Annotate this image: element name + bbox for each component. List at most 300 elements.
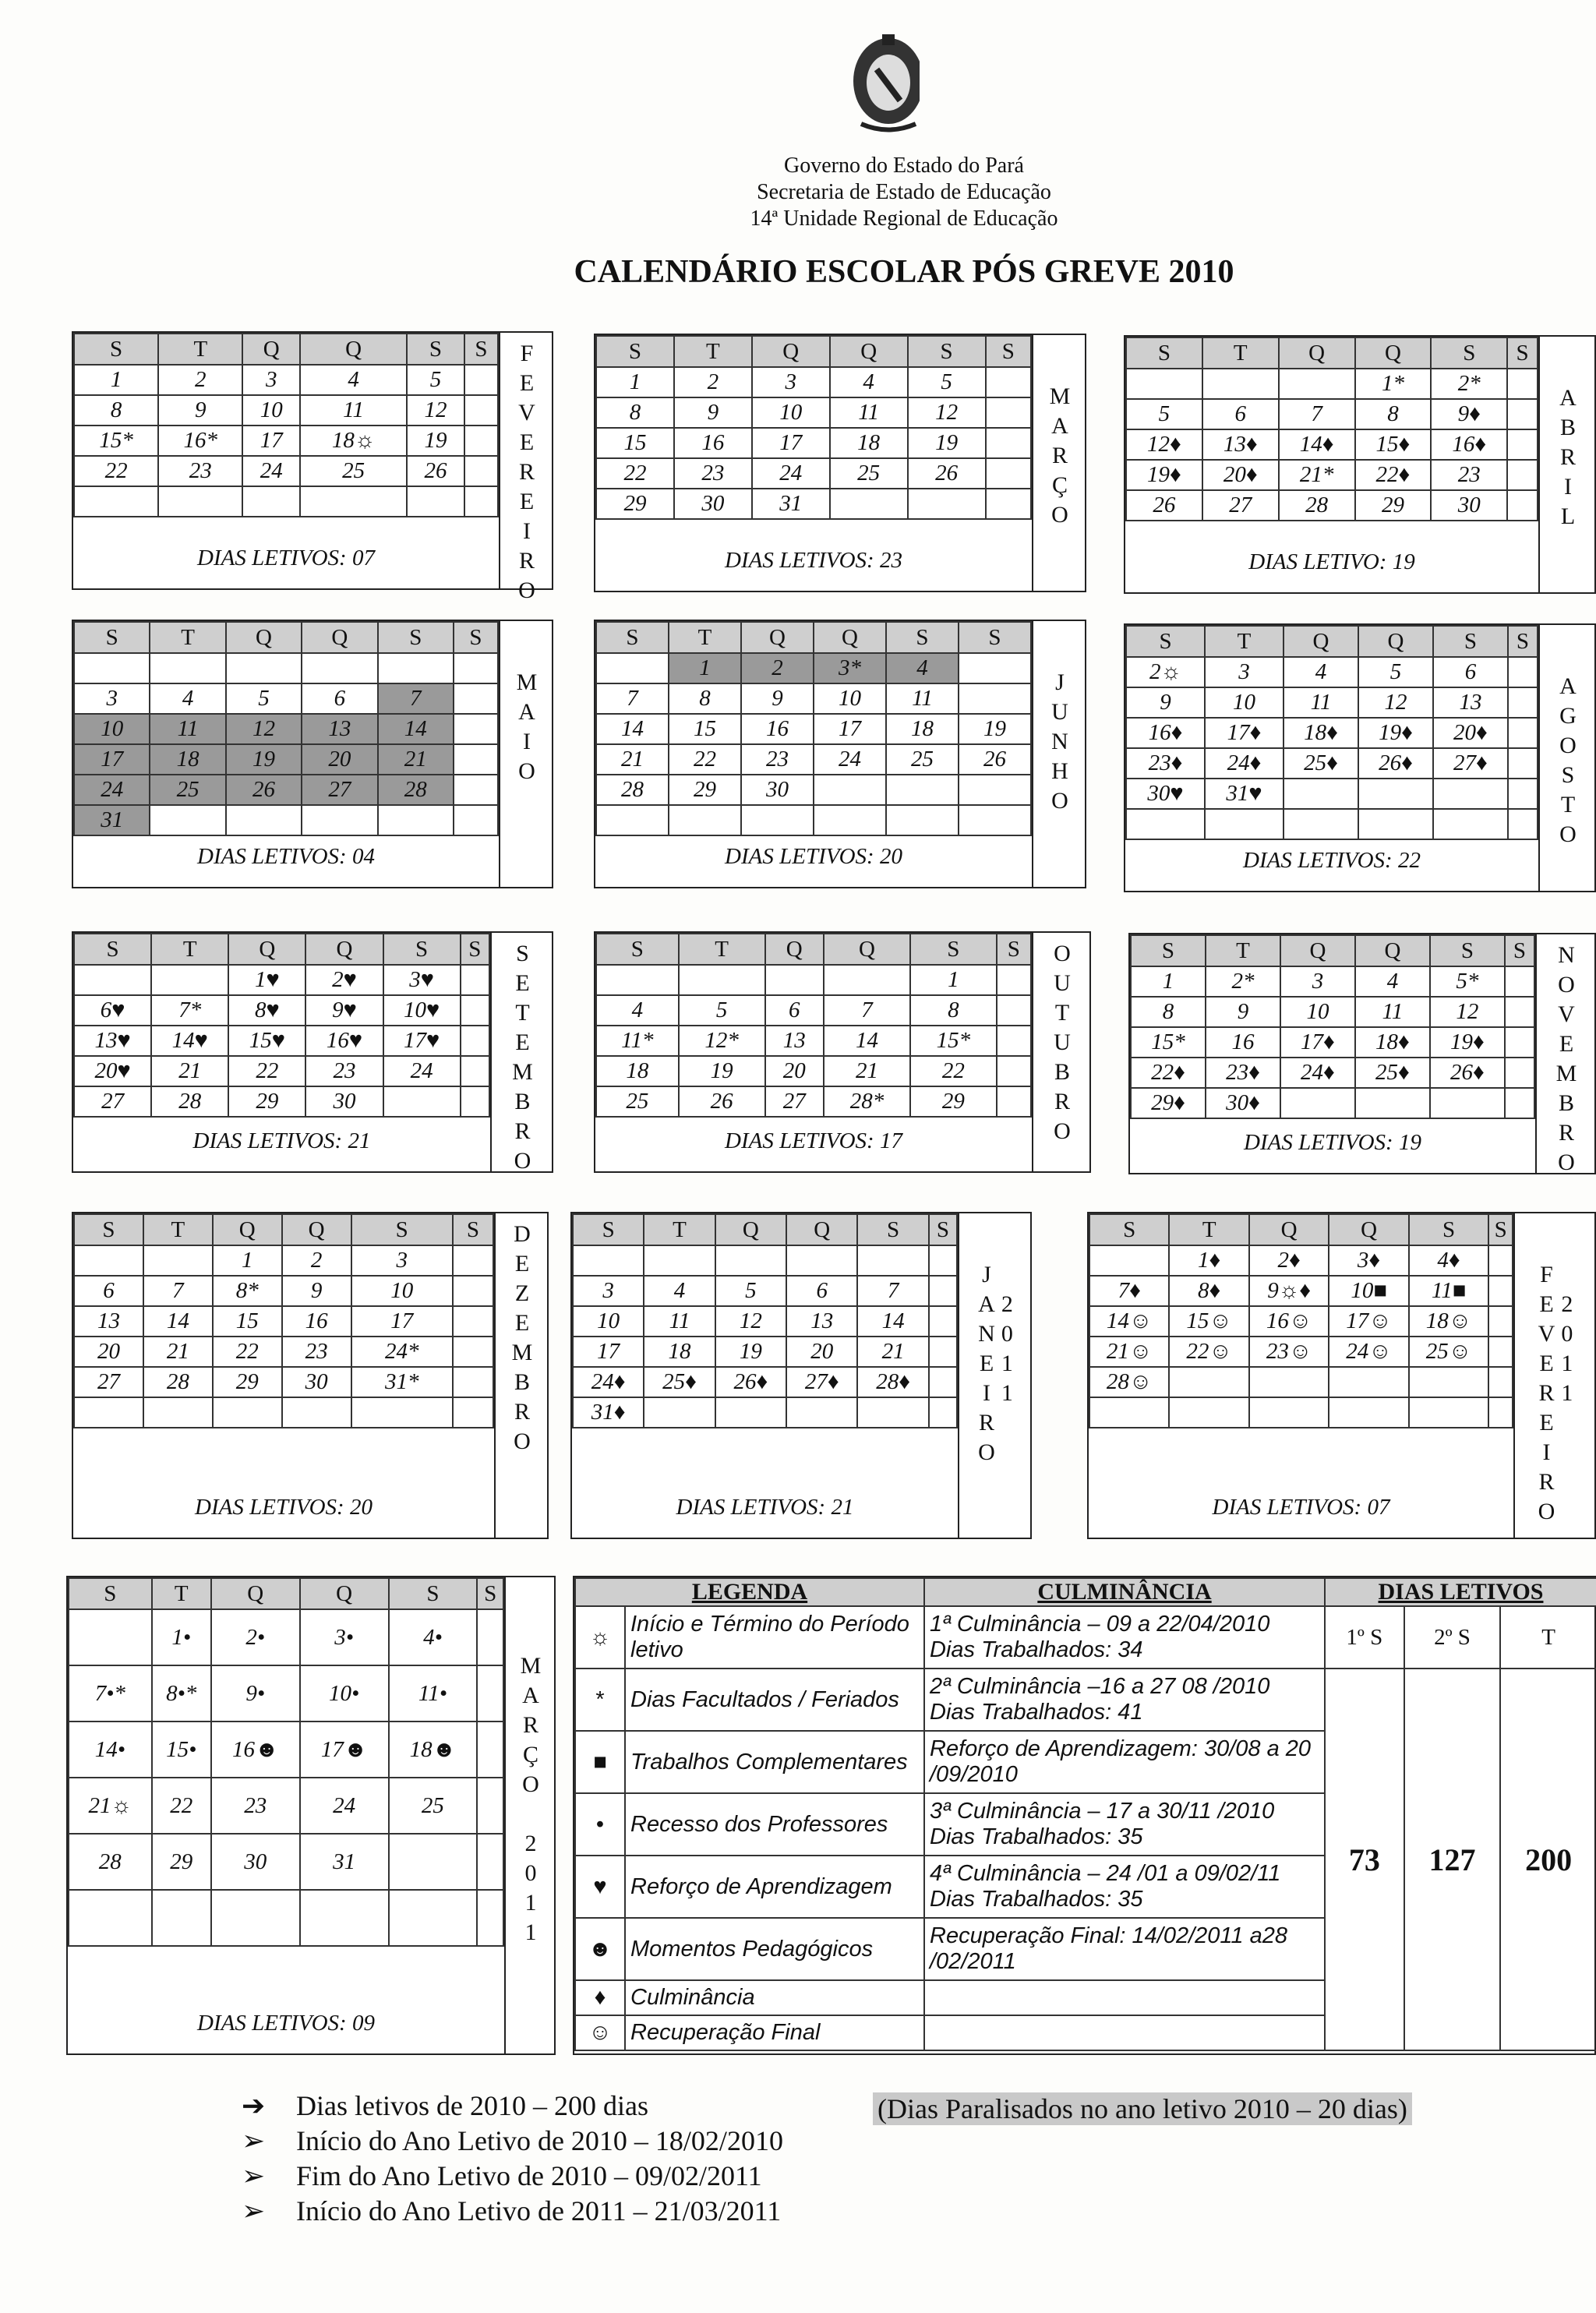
day-cell [1508,809,1538,839]
day-cell: 19 [226,744,302,775]
day-cell: 17♥ [383,1026,461,1056]
day-cell: 8 [669,683,741,714]
day-cell: 2♥ [305,965,383,995]
day-cell: 21 [378,744,454,775]
day-cell: 13 [302,714,377,744]
day-cell [1507,460,1538,490]
day-cell [74,486,158,517]
day-cell: 13♦ [1202,429,1279,460]
legend-text: Reforço de Aprendizagem [625,1856,924,1918]
day-cell: 17☻ [300,1722,389,1778]
day-cell: 18☻ [389,1722,478,1778]
weekday-header: T [1169,1214,1248,1245]
month-calendar [72,620,553,888]
day-cell: 16* [158,426,242,456]
day-cell [143,1397,213,1428]
month-calendar [72,331,553,603]
dias-letivos-label: DIAS LETIVOS: 21 [676,1495,854,1520]
day-cell [1505,966,1534,997]
day-cell [1249,1367,1329,1397]
day-cell: 31 [752,489,830,519]
day-cell: 26 [679,1086,765,1117]
day-cell [1249,1397,1329,1428]
day-cell: 28 [151,1086,228,1117]
weekday-header: S [1089,1214,1169,1245]
culminancia-text [924,1980,1325,2015]
day-cell: 9• [211,1665,300,1722]
month-table [1130,934,1535,1119]
day-cell [351,1397,453,1428]
day-cell [389,1890,478,1946]
bullet-arrow-icon: ➔ [242,2090,266,2121]
culminancia-header: CULMINÂNCIA [924,1578,1325,1606]
weekday-header: Q [305,934,383,965]
day-cell [226,805,302,835]
day-cell [886,805,959,835]
day-cell: 16 [1206,1027,1280,1058]
legend-symbol: ☼ [575,1606,625,1669]
day-cell: 28☺ [1089,1367,1169,1397]
day-cell: 26 [908,458,986,489]
day-cell [1089,1397,1169,1428]
day-cell: 14 [143,1306,213,1337]
dias-letivos-label: DIAS LETIVOS: 20 [195,1495,373,1520]
dias-letivos-label: DIAS LETIVOS: 17 [725,1128,902,1153]
day-cell: 24 [814,744,886,775]
day-cell: 15♥ [228,1026,305,1056]
day-cell: 15 [596,428,674,458]
day-cell: 17☺ [1329,1306,1408,1337]
weekday-header: T [152,1578,211,1609]
day-cell [1433,809,1508,839]
legend-panel [573,1576,1596,2055]
weekday-header: Q [715,1214,786,1245]
day-cell: 5 [226,683,302,714]
weekday-header: S [573,1214,644,1245]
weekday-header: S [1126,626,1205,657]
day-cell [477,1722,503,1778]
weekday-header: S [461,934,489,965]
day-cell [1205,809,1284,839]
month-table [1125,625,1538,840]
day-cell: 5 [715,1276,786,1306]
day-cell: 23☺ [1249,1337,1329,1367]
weekday-header: S [596,336,674,367]
month-table [1125,337,1538,521]
day-cell: 18♦ [1284,718,1358,748]
day-cell: 11 [644,1306,715,1337]
weekday-header: S [351,1214,453,1245]
weekday-header: S [74,934,151,965]
day-cell: 27♦ [1433,748,1508,779]
month-calendar [1124,335,1596,594]
day-cell: 13 [786,1306,857,1337]
day-cell: 22 [669,744,741,775]
day-cell: 5 [679,995,765,1026]
weekday-header: Q [1355,935,1430,966]
day-cell [454,805,498,835]
day-cell: 14 [857,1306,928,1337]
month-name: D E Z E M B R O [511,1221,533,1454]
month-calendar [66,1576,556,2055]
weekday-header: Q [1284,626,1358,657]
day-cell: 19 [959,714,1031,744]
day-cell: 24 [242,456,300,486]
weekday-header: S [454,622,498,653]
day-cell: 24 [752,458,830,489]
semester-2-header: 2º S [1404,1606,1501,1669]
day-cell: 12♦ [1126,429,1202,460]
day-cell: 2 [741,653,814,683]
day-cell: 16 [741,714,814,744]
day-cell [1488,1245,1513,1276]
day-cell: 2 [158,365,242,395]
day-cell: 10 [351,1276,453,1306]
day-cell: 26 [1126,490,1202,521]
day-cell [453,1367,493,1397]
month-calendar [594,931,1091,1173]
day-cell: 14 [824,1026,910,1056]
day-cell [1280,1088,1355,1118]
day-cell [959,775,1031,805]
month-calendar [570,1212,1032,1539]
day-cell: 27 [302,775,377,805]
day-cell: 25♦ [1284,748,1358,779]
header-line-2: Secretaria de Estado de Educação [757,180,1051,204]
day-cell: 29♦ [1131,1088,1206,1118]
semester-2-value: 127 [1404,1669,1501,2050]
header-line-3: 14ª Unidade Regional de Educação [750,207,1058,231]
legend-symbol: ☻ [575,1918,625,1980]
day-cell: 4• [389,1609,478,1665]
day-cell: 26♦ [1358,748,1433,779]
culminancia-text: 3ª Culminância – 17 a 30/11 /2010 Dias Trabalhados: 35 [924,1793,1325,1856]
day-cell [929,1367,957,1397]
day-cell: 17 [573,1337,644,1367]
day-cell: 10♥ [383,995,461,1026]
day-cell [1126,369,1202,399]
day-cell: 10 [752,397,830,428]
day-cell [74,1245,143,1276]
bullet-arrow-icon: ➢ [242,2125,266,2156]
day-cell: 20♦ [1202,460,1279,490]
weekday-header: Q [741,622,814,653]
day-cell: 28 [378,775,454,805]
month-name: M A R Ç O [1049,383,1071,528]
day-cell [997,1026,1031,1056]
day-cell: 21 [857,1337,928,1367]
day-cell [300,1890,389,1946]
day-cell [644,1245,715,1276]
day-cell: 5 [407,365,464,395]
day-cell [461,965,489,995]
day-cell: 8* [213,1276,282,1306]
day-cell: 20♦ [1433,718,1508,748]
day-cell [596,653,669,683]
day-cell: 26 [226,775,302,805]
day-cell: 19 [908,428,986,458]
culminancia-text: Reforço de Aprendizagem: 30/08 a 20 /09/2010 [924,1731,1325,1793]
day-cell [959,683,1031,714]
day-cell [986,489,1031,519]
day-cell: 3 [1205,657,1284,687]
day-cell: 18 [596,1056,679,1086]
day-cell: 28 [69,1834,152,1890]
day-cell: 10 [814,683,886,714]
weekday-header: Q [213,1214,282,1245]
day-cell: 18☺ [1409,1306,1488,1337]
day-cell [213,1397,282,1428]
legend-text: Dias Facultados / Feriados [625,1669,924,1731]
day-cell: 25 [300,456,407,486]
day-cell: 30 [282,1367,351,1397]
weekday-header: S [886,622,959,653]
day-cell: 14 [596,714,669,744]
month-calendar [594,620,1086,888]
day-cell [1488,1337,1513,1367]
day-cell: 8♥ [228,995,305,1026]
day-cell [814,805,886,835]
day-cell: 27 [74,1367,143,1397]
day-cell: 8•* [152,1665,211,1722]
day-cell [1169,1397,1248,1428]
day-cell: 23 [282,1337,351,1367]
day-cell [1508,748,1538,779]
day-cell [461,995,489,1026]
weekday-header: Q [830,336,908,367]
day-cell [929,1337,957,1367]
day-cell: 31 [300,1834,389,1890]
day-cell [959,805,1031,835]
day-cell [74,653,150,683]
day-cell: 2♦ [1249,1245,1329,1276]
bullet-arrow-icon: ➢ [242,2195,266,2226]
day-cell: 31 [74,805,150,835]
day-cell: 31* [351,1367,453,1397]
day-cell: 12 [1430,997,1505,1027]
dias-letivos-label: DIAS LETIVOS: 23 [725,548,902,573]
day-cell [454,744,498,775]
day-cell [1358,779,1433,809]
day-cell: 24♦ [1280,1058,1355,1088]
day-cell [857,1245,928,1276]
note-line: ➔ Dias letivos de 2010 – 200 dias [242,2089,783,2124]
day-cell [857,1397,928,1428]
day-cell: 27♦ [786,1367,857,1397]
day-cell: 6 [765,995,824,1026]
day-cell [1505,1088,1534,1118]
day-cell [1508,687,1538,718]
day-cell: 7•* [69,1665,152,1722]
day-cell: 24 [74,775,150,805]
day-cell: 28 [1279,490,1355,521]
day-cell: 15• [152,1722,211,1778]
day-cell: 25 [389,1778,478,1834]
day-cell: 17♦ [1280,1027,1355,1058]
day-cell: 25 [150,775,225,805]
day-cell [464,456,498,486]
day-cell [929,1245,957,1276]
weekday-header: Q [765,934,824,965]
day-cell: 15 [669,714,741,744]
day-cell: 8♦ [1169,1276,1248,1306]
day-cell: 6 [786,1276,857,1306]
day-cell: 15♦ [1355,429,1432,460]
day-cell: 9 [741,683,814,714]
day-cell [453,1397,493,1428]
day-cell: 17 [351,1306,453,1337]
month-name: N O V E M B R O [1555,942,1577,1175]
weekday-header: Q [242,334,300,365]
day-cell [814,775,886,805]
day-cell [1284,779,1358,809]
month-calendar [1124,623,1596,892]
day-cell [453,1276,493,1306]
day-cell [143,1245,213,1276]
day-cell: 11 [300,395,407,426]
day-cell [74,965,151,995]
day-cell [1433,779,1508,809]
dias-letivos-label: DIAS LETIVOS: 07 [1212,1495,1390,1520]
day-cell: 18♦ [1355,1027,1430,1058]
day-cell: 3 [573,1276,644,1306]
month-name: F E V E R E I R O [518,341,535,603]
month-name: O U T U B R O [1054,941,1071,1144]
day-cell [383,1086,461,1117]
day-cell: 12 [226,714,302,744]
day-cell: 20 [302,744,377,775]
day-cell: 6 [302,683,377,714]
day-cell [644,1397,715,1428]
day-cell: 17♦ [1205,718,1284,748]
day-cell: 14• [69,1722,152,1778]
weekday-header: Q [1358,626,1433,657]
day-cell: 21 [596,744,669,775]
day-cell: 7* [151,995,228,1026]
day-cell: 22 [228,1056,305,1086]
day-cell: 2* [1431,369,1507,399]
culminancia-text: 4ª Culminância – 24 /01 a 09/02/11 Dias Trabalhados: 35 [924,1856,1325,1918]
day-cell [464,395,498,426]
day-cell: 11■ [1409,1276,1488,1306]
day-cell [929,1276,957,1306]
day-cell [74,1397,143,1428]
weekday-header: S [1126,337,1202,369]
day-cell: 7 [824,995,910,1026]
day-cell [69,1890,152,1946]
day-cell [1126,809,1205,839]
day-cell: 23 [158,456,242,486]
day-cell: 21☺ [1089,1337,1169,1367]
weekday-header: S [74,1214,143,1245]
day-cell: 19 [407,426,464,456]
legend-symbol: ☺ [575,2015,625,2050]
day-cell: 18 [830,428,908,458]
day-cell [158,486,242,517]
day-cell: 3* [814,653,886,683]
day-cell: 19♦ [1358,718,1433,748]
weekday-header: S [1430,935,1505,966]
day-cell: 16♥ [305,1026,383,1056]
weekday-header: S [1507,337,1538,369]
day-cell: 11 [1284,687,1358,718]
day-cell [1409,1397,1488,1428]
month-name: F E V E R E I R O 2 0 1 1 [1538,1262,1573,1524]
month-table [73,933,490,1118]
month-name: J U N H O [1051,669,1068,814]
day-cell: 17 [814,714,886,744]
weekday-header: S [929,1214,957,1245]
day-cell: 28 [596,775,669,805]
day-cell: 3 [74,683,150,714]
month-table [68,1577,504,1947]
day-cell: 16♦ [1126,718,1205,748]
weekday-header: Q [300,1578,389,1609]
day-cell [454,683,498,714]
day-cell [1284,809,1358,839]
day-cell [929,1397,957,1428]
day-cell: 15* [910,1026,997,1056]
day-cell: 11 [830,397,908,428]
day-cell: 3♦ [1329,1245,1408,1276]
day-cell: 14♥ [151,1026,228,1056]
day-cell: 25♦ [1355,1058,1430,1088]
dias-letivos-label: DIAS LETIVOS: 20 [725,844,902,869]
day-cell: 4 [1355,966,1430,997]
notes-list [242,2089,783,2229]
day-cell: 28* [824,1086,910,1117]
day-cell [1202,369,1279,399]
day-cell: 23♦ [1206,1058,1280,1088]
weekday-header: Q [1280,935,1355,966]
day-cell [997,965,1031,995]
day-cell: 1♦ [1169,1245,1248,1276]
day-cell [986,397,1031,428]
culminancia-text: 1ª Culminância – 09 a 22/04/2010 Dias Trabalhados: 34 [924,1606,1325,1669]
day-cell [997,995,1031,1026]
day-cell: 30 [741,775,814,805]
weekday-header: S [1409,1214,1488,1245]
weekday-header: S [74,334,158,365]
dias-letivos-label: DIAS LETIVOS: 07 [197,546,375,570]
day-cell [715,1397,786,1428]
weekday-header: T [151,934,228,965]
day-cell: 18 [150,744,225,775]
day-cell: 10• [300,1665,389,1722]
day-cell [454,775,498,805]
day-cell: 10■ [1329,1276,1408,1306]
day-cell: 25 [596,1086,679,1117]
day-cell: 14 [378,714,454,744]
day-cell [1329,1397,1408,1428]
day-cell [300,486,407,517]
day-cell: 19♦ [1430,1027,1505,1058]
legend-symbol: * [575,1669,625,1731]
day-cell: 21 [143,1337,213,1367]
day-cell [1089,1245,1169,1276]
day-cell [959,653,1031,683]
weekday-header: S [453,1214,493,1245]
legend-symbol: ■ [575,1731,625,1793]
month-name: A B R I L [1559,385,1577,529]
day-cell: 18 [644,1337,715,1367]
day-cell: 16♦ [1431,429,1507,460]
day-cell: 11• [389,1665,478,1722]
dias-letivos-label: DIAS LETIVOS: 04 [197,844,375,869]
day-cell: 11 [1355,997,1430,1027]
day-cell [477,1609,503,1665]
day-cell: 11 [886,683,959,714]
